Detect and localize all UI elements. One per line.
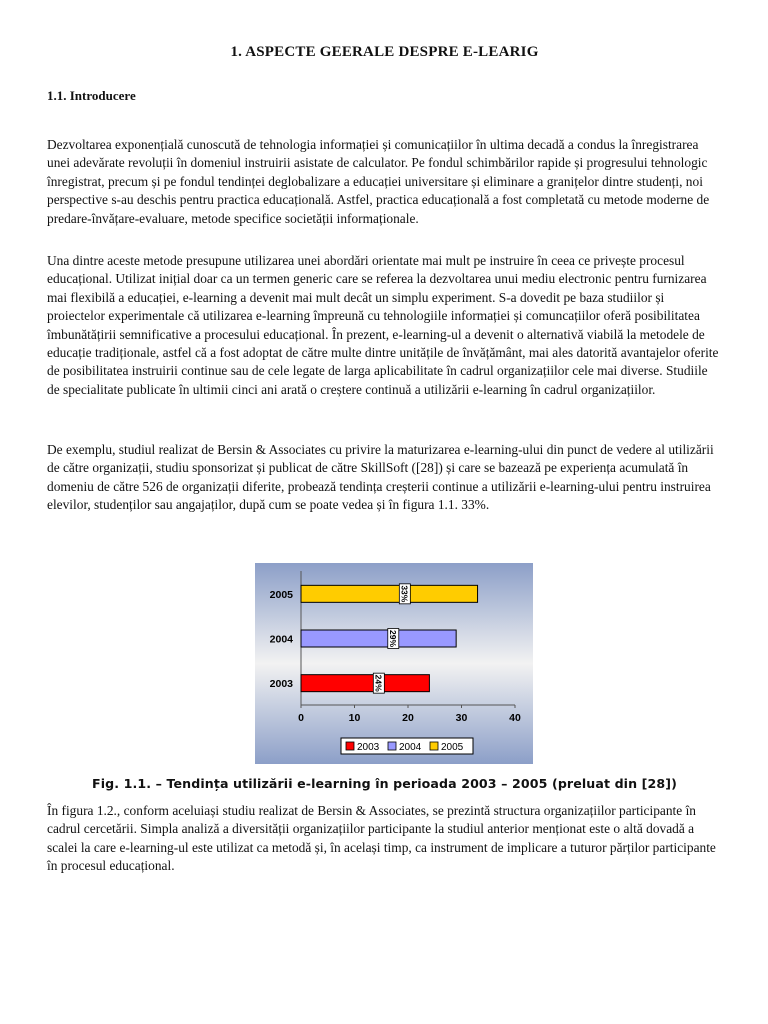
legend-label-2003: 2003 (357, 742, 380, 753)
data-label-text-2004: 29% (387, 629, 398, 648)
x-tick-label-30: 30 (455, 712, 468, 724)
category-label-2004: 2004 (269, 633, 293, 646)
document-title: 1. ASPECTE GEERALE DESPRE E-LEARIG (230, 44, 539, 60)
x-tick-label-10: 10 (348, 712, 361, 724)
x-tick-label-0: 0 (298, 712, 304, 724)
legend-swatch-2005 (430, 742, 438, 750)
section-heading: 1.1. Introducere (47, 88, 136, 103)
bar-2005 (301, 585, 478, 602)
figure-chart (255, 563, 533, 769)
bar-2004 (301, 630, 456, 647)
paragraph-4: În figura 1.2., conform aceluiași studiu realizat de Bersin & Associates, se prezintă structura organizațiilor participante în cadrul cercetării. Simpla analiză a diversității organizațiilor participante la studiul anterior menționat este o altă dovadă a scalei la care e-learning-ul este utilizat ca metodă și, în același timp, ca instrument de implicare a tuturor părților participante în procesul educațional. (47, 803, 716, 874)
paragraph-2: Una dintre aceste metode presupune utilizarea unei abordări orientate mai mult pe instruire în ceea ce privește procesul educațional. Utilizat inițial doar ca un termen generic care se referea la dezvoltarea unui mediu electronic pentru furnizarea mai flexibilă a educației, e-learning a devenit mai mult decât un simplu experiment. S-a dovedit pe baza studiilor și proiectelor experimentale că utilizarea e-learning împreună cu tehnologiile informației și comuncațiilor oferă posibilitatea îmbunătățirii semnificative a procesului educațional. În prezent, e-learning-ul a devenit o alternativă viabilă la metodele de educație tradiționale, astfel că a fost adoptat de către multe dintre unitățile de învățământ, mai ales datorită avantajelor oferite de posibilitatea instruirii continue sau de cele legate de larga aplicabilitate în cadrul organizațiilor cele mai diverse. Studiile de specialitate publicate în ultimii cinci ani arată o creștere continuă a utilizării e-learning în cadrul organizațiilor. (47, 253, 719, 397)
data-label-2003 (373, 673, 384, 693)
legend-label-2004: 2004 (399, 742, 422, 753)
bar-chart (255, 563, 533, 764)
legend-swatch-2004 (388, 742, 396, 750)
figure-caption: Fig. 1.1. – Tendința utilizării e-learning în perioada 2003 – 2005 (preluat din [28]) (92, 776, 677, 791)
data-label-2005 (399, 584, 410, 604)
legend-swatch-2003 (346, 742, 354, 750)
paragraph-1: Dezvoltarea exponențială cunoscută de tehnologia informației și comunicațiilor în ultima decadă a condus la înregistrarea unei adevărate revoluții în domeniul instruirii asistate de calculator. Pe fondul schimbărilor rapide și progresului tehnologic înregistrat, precum și pe fondul tendinței deglobalizare a educației universitare și eliminare a granițelor dintre studenți, noi perspective s-au deschis pentru practica educațională. Astfel, practica educațională a fost completată cu metode moderne de predare-învățare-evaluare, metode specifice societății informaționale. (47, 137, 710, 226)
category-label-2003: 2003 (269, 678, 293, 691)
category-label-2005: 2005 (269, 588, 293, 601)
legend-label-2005: 2005 (441, 742, 464, 753)
data-label-text-2003: 24% (373, 674, 384, 692)
bar-2003 (301, 675, 429, 692)
x-tick-label-40: 40 (509, 712, 521, 724)
x-tick-label-20: 20 (402, 712, 414, 724)
paragraph-3: De exemplu, studiul realizat de Bersin & Associates cu privire la maturizarea e-learning-ului din punct de vedere al utilizării de către organizații, studiu sponsorizat și publicat de către SkillSoft ([28]) și care se bazează pe experiența acumulată în domeniu de către 526 de organizații diferite, probează tendința creșterii continue a utilizării e-learning-ului pentru instruirea elevilor, studenților sau angajaților, după cum se poate vedea și în figura 1.1. 33%. (47, 442, 714, 513)
data-label-2004 (388, 629, 399, 649)
data-label-text-2005: 33% (399, 585, 410, 603)
